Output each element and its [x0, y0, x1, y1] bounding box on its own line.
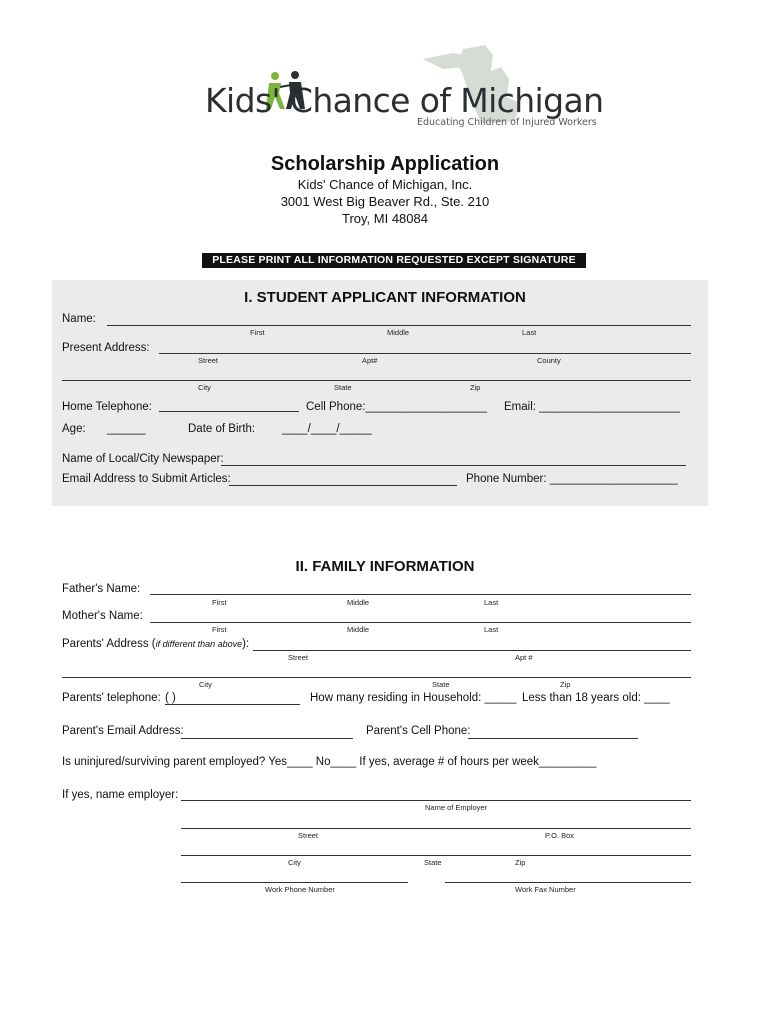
- parents-address-label: [62, 639, 249, 651]
- parents-address-note: if different than above: [155, 639, 243, 649]
- newspaper-label: Name of Local/City Newspaper:: [62, 453, 224, 465]
- household-count-label[interactable]: How many residing in Household: _____: [310, 692, 517, 704]
- org-name: Kids' Chance of Michigan, Inc.: [297, 177, 473, 192]
- parents-address-label-end: ):: [242, 638, 250, 650]
- parents-street-sublabel: Street: [288, 653, 309, 662]
- section-title-family: II. FAMILY INFORMATION: [295, 558, 475, 575]
- articles-email-label: Email Address to Submit Articles:: [62, 473, 231, 485]
- state-sublabel: State: [334, 383, 352, 392]
- city-sublabel: City: [198, 383, 211, 392]
- mother-first-sublabel: First: [212, 625, 227, 634]
- parents-address-field[interactable]: [253, 636, 691, 651]
- brand-name: Kids' Chance of Michigan: [205, 81, 604, 120]
- name-of-employer-sublabel: Name of Employer: [425, 803, 488, 812]
- email-label[interactable]: Email: ______________________: [504, 401, 680, 413]
- street-sublabel: Street: [198, 356, 219, 365]
- parent-email-field[interactable]: [181, 724, 353, 739]
- section-title-student: I. STUDENT APPLICANT INFORMATION: [244, 289, 526, 306]
- parents-city-sublabel: City: [199, 680, 212, 689]
- work-phone-sublabel: Work Phone Number: [265, 885, 335, 894]
- present-address-field[interactable]: [159, 339, 691, 354]
- zip-sublabel: Zip: [470, 383, 481, 392]
- father-last-sublabel: Last: [484, 598, 499, 607]
- home-telephone-field[interactable]: [159, 397, 299, 412]
- address-line-1: 3001 West Big Beaver Rd., Ste. 210: [280, 194, 490, 209]
- parent-email-label: Parent's Email Address:: [62, 725, 184, 737]
- father-name-field[interactable]: [150, 580, 691, 595]
- father-first-sublabel: First: [212, 598, 227, 607]
- newspaper-field[interactable]: [221, 451, 686, 466]
- address-line-2: Troy, MI 48084: [342, 211, 428, 226]
- parent-employed-question[interactable]: Is uninjured/surviving parent employed? Yes____ No____ If yes, average # of hours per week_________: [62, 756, 597, 768]
- dob-field[interactable]: ____/____/_____: [282, 423, 372, 435]
- mother-last-sublabel: Last: [484, 625, 499, 634]
- cell-phone-label[interactable]: Cell Phone:___________________: [306, 401, 487, 413]
- parent-cell-label: Parent's Cell Phone:: [366, 725, 471, 737]
- middle-sublabel: Middle: [387, 328, 410, 337]
- parents-telephone-area-code: ( ): [165, 692, 176, 704]
- print-instruction-banner: PLEASE PRINT ALL INFORMATION REQUESTED EXCEPT SIGNATURE: [202, 253, 586, 268]
- brand-tagline: Educating Children of Injured Workers: [417, 117, 597, 128]
- employer-city-state-zip-field[interactable]: [181, 841, 691, 856]
- employer-po-box-sublabel: P.O. Box: [545, 831, 575, 840]
- logo: [205, 45, 604, 135]
- last-sublabel: Last: [522, 328, 537, 337]
- employer-street-field[interactable]: [181, 814, 691, 829]
- work-fax-field[interactable]: [445, 868, 691, 883]
- age-field[interactable]: ______: [107, 423, 146, 435]
- mother-middle-sublabel: Middle: [347, 625, 370, 634]
- father-middle-sublabel: Middle: [347, 598, 370, 607]
- student-name-field[interactable]: [107, 311, 691, 326]
- parent-cell-field[interactable]: [468, 724, 638, 739]
- newspaper-phone-label[interactable]: Phone Number: ____________________: [466, 473, 678, 485]
- age-label: Age:: [62, 423, 86, 435]
- city-state-zip-field[interactable]: [62, 366, 691, 381]
- mother-name-label: Mother's Name:: [62, 610, 143, 622]
- apt-sublabel: Apt#: [362, 356, 378, 365]
- parents-state-sublabel: State: [432, 680, 450, 689]
- name-label: Name:: [62, 313, 96, 325]
- present-address-label: Present Address:: [62, 342, 150, 354]
- page-title: Scholarship Application: [270, 153, 500, 175]
- parents-apt-sublabel: Apt #: [515, 653, 533, 662]
- employer-street-sublabel: Street: [298, 831, 319, 840]
- parents-address-label-text: Parents' Address (: [62, 638, 156, 650]
- parents-telephone-field[interactable]: [165, 690, 300, 705]
- county-sublabel: County: [537, 356, 561, 365]
- employer-zip-sublabel: Zip: [515, 858, 526, 867]
- employer-label: If yes, name employer:: [62, 789, 179, 801]
- parents-city-state-zip-field[interactable]: [62, 663, 691, 678]
- employer-name-field[interactable]: [181, 786, 691, 801]
- work-fax-sublabel: Work Fax Number: [515, 885, 576, 894]
- mother-name-field[interactable]: [150, 608, 691, 623]
- home-telephone-label: Home Telephone:: [62, 401, 152, 413]
- under-18-count-label[interactable]: Less than 18 years old: ____: [522, 692, 670, 704]
- parents-telephone-label: Parents' telephone:: [62, 692, 161, 704]
- dob-label: Date of Birth:: [188, 423, 256, 435]
- articles-email-field[interactable]: [229, 471, 457, 486]
- employer-state-sublabel: State: [424, 858, 442, 867]
- work-phone-field[interactable]: [181, 868, 408, 883]
- first-sublabel: First: [250, 328, 265, 337]
- employer-city-sublabel: City: [288, 858, 301, 867]
- parents-zip-sublabel: Zip: [560, 680, 571, 689]
- father-name-label: Father's Name:: [62, 583, 141, 595]
